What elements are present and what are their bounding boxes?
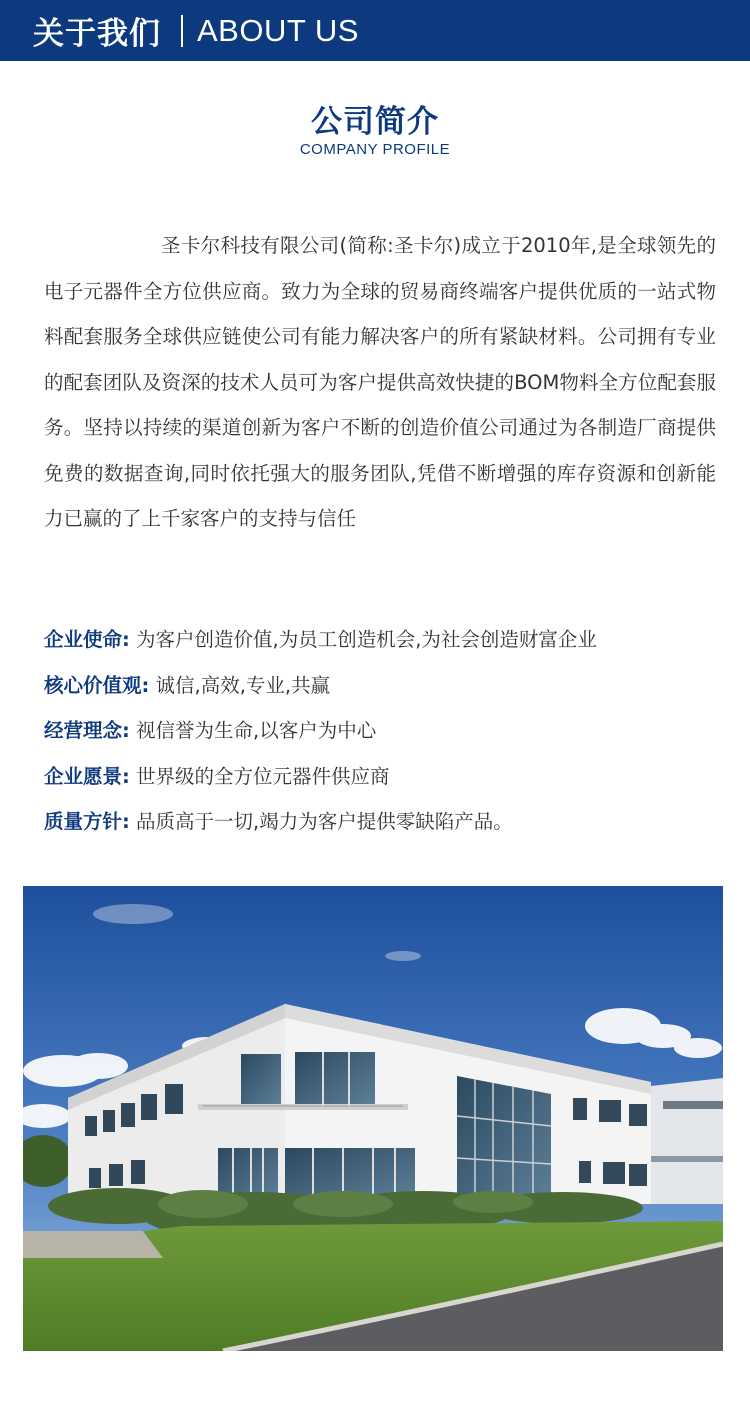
value-item-mission: [44, 617, 724, 663]
section-subtitle: COMPANY PROFILE: [299, 141, 451, 158]
section-title: 公司简介: [311, 104, 439, 140]
value-text: 为客户创造价值,为员工创造机会,为社会创造财富企业: [129, 628, 597, 651]
value-label: 企业使命:: [44, 628, 130, 651]
value-label: 核心价值观:: [44, 673, 150, 697]
value-item-core-values: [44, 663, 724, 709]
value-text: 世界级的全方位元器件供应商: [129, 764, 390, 788]
header-title-cn: 关于我们: [33, 16, 161, 52]
value-text: 视信誉为生命,以客户为中心: [129, 719, 377, 742]
value-item-quality-policy: [44, 799, 724, 845]
company-values-list: [44, 617, 724, 845]
office-building-photo: [23, 886, 723, 1351]
value-label: 企业愿景:: [44, 764, 130, 788]
header-title-en: ABOUT US: [197, 12, 359, 48]
value-text: 诚信,高效,专业,共赢: [149, 673, 331, 697]
header-bar: [0, 0, 750, 61]
value-label: 经营理念:: [44, 719, 130, 742]
value-item-vision: [44, 754, 724, 800]
value-item-philosophy: [44, 708, 724, 754]
company-intro-paragraph: 圣卡尔科技有限公司(简称:圣卡尔)成立于2010年,是全球领先的电子元器件全方位供应商。致力为全球的贸易商终端客户提供优质的一站式物料配套服务全球供应链使公司有能力解决客户的所有紧缺材料。公司拥有专业的配套团队及资深的技术人员可为客户提供高效快捷的BOM物料全方位配套服务。坚持以持续的渠道创新为客户不断的创造价值公司通过为各制造厂商提供免费的数据查询,同时依托强大的服务团队,凭借不断增强的库存资源和创新能力已赢的了上千家客户的支持与信任: [44, 234, 716, 530]
value-text: 品质高于一切,竭力为客户提供零缺陷产品。: [129, 810, 513, 833]
value-label: 质量方针:: [44, 810, 130, 833]
header-divider: [181, 15, 183, 47]
